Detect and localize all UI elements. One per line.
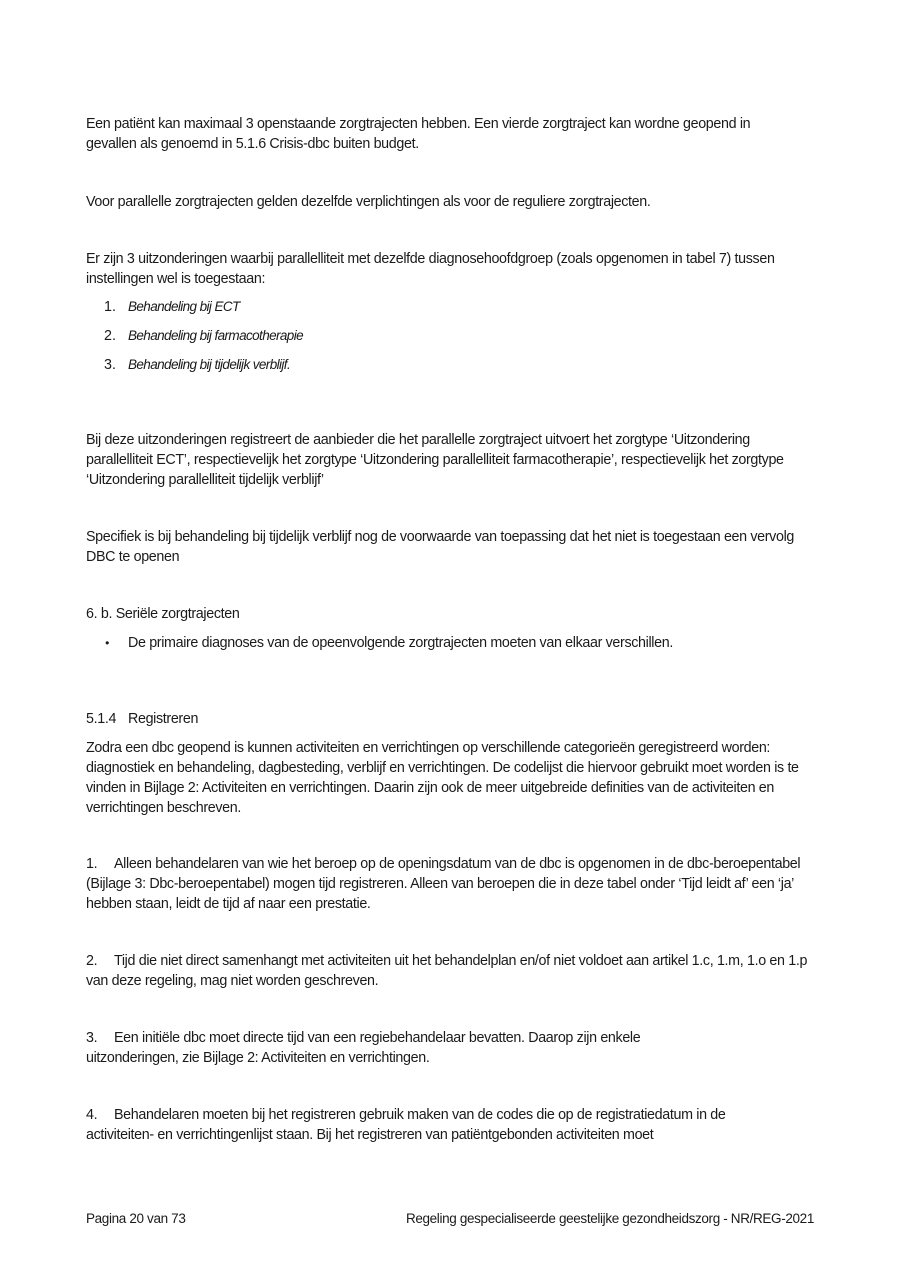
paragraph-parallel-obligations: Voor parallelle zorgtrajecten gelden dezelfde verplichtingen als voor de reguliere zorgtrajecten. bbox=[86, 194, 651, 210]
numbered-paragraph bbox=[86, 1028, 736, 1068]
footer-document-title: Regeling gespecialiseerde geestelijke gezondheidszorg - NR/REG-2021 bbox=[405, 1211, 814, 1226]
paragraph-text: Een initiële dbc moet directe tijd van een regiebehandelaar bevatten. Daarop zijn enkele uitzonderingen, zie Bijlage 2: Activiteiten en verrichtingen. bbox=[86, 1030, 641, 1066]
exception-number: 2. bbox=[104, 328, 116, 344]
paragraph-exception-registration: Bij deze uitzonderingen registreert de aanbieder die het parallelle zorgtraject uitvoert het zorgtype ‘Uitzondering parallelliteit ECT’, respectievelijk het zorgtype ‘Uitzondering parallelliteit farmacotherapie’, respectievelijk het zorgtype ‘Uitzondering parallelliteit tijdelijk verblijf’ bbox=[86, 432, 784, 488]
exception-text: Behandeling bij tijdelijk verblijf. bbox=[128, 357, 291, 372]
exception-number: 3. bbox=[104, 357, 116, 373]
subheading-serial-trajects: 6. b. Seriële zorgtrajecten bbox=[86, 606, 240, 622]
paragraph-text: Tijd die niet direct samenhangt met activiteiten uit het behandelplan en/of niet voldoet aan artikel 1.c, 1.m, 1.o en 1.p van deze regeling, mag niet worden geschreven. bbox=[86, 953, 808, 989]
exception-number: 1. bbox=[104, 299, 116, 315]
bullet-text: De primaire diagnoses van de opeenvolgende zorgtrajecten moeten van elkaar verschillen. bbox=[128, 635, 673, 651]
paragraph-max-trajects: Een patiënt kan maximaal 3 openstaande zorgtrajecten hebben. Een vierde zorgtraject kan wordne geopend in gevallen als genoemd in 5.1.6 Crisis-dbc buiten budget. bbox=[86, 116, 751, 152]
numbered-paragraph bbox=[86, 951, 816, 991]
paragraph-number: 4. bbox=[86, 1107, 98, 1123]
paragraph-temporary-stay: Specifiek is bij behandeling bij tijdelijk verblijf nog de voorwaarde van toepassing dat het niet is toegestaan een vervolg DBC te openen bbox=[86, 529, 795, 565]
exception-text: Behandeling bij ECT bbox=[128, 299, 240, 314]
bullet-icon: • bbox=[105, 636, 109, 650]
exception-item bbox=[104, 297, 240, 317]
paragraph-text: Behandelaren moeten bij het registreren gebruik maken van de codes die op de registratiedatum in de activiteiten- en verrichtingenlijst staan. Bij het registreren van patiëntgebonden activiteiten moet bbox=[86, 1107, 726, 1143]
serial-bullet-item bbox=[86, 633, 673, 653]
section-number: 5.1.4 bbox=[86, 711, 117, 727]
section-heading bbox=[86, 709, 816, 729]
paragraph-number: 3. bbox=[86, 1030, 98, 1046]
footer-page-number: Pagina 20 van 73 bbox=[86, 1211, 186, 1226]
section-title: Registreren bbox=[128, 711, 199, 727]
exception-item bbox=[104, 355, 290, 375]
numbered-paragraph bbox=[86, 854, 816, 914]
numbered-paragraph bbox=[86, 1105, 786, 1145]
paragraph-registration-intro: Zodra een dbc geopend is kunnen activiteiten en verrichtingen op verschillende categorieën geregistreerd worden: diagnostiek en behandeling, dagbesteding, verblijf en verrichtingen. De codelijst die hiervoor gebruikt moet worden is te vinden in Bijlage 2: Activiteiten en verrichtingen. Daarin zijn ook de meer uitgebreide definities van de activiteiten en verrichtingen beschreven. bbox=[86, 740, 799, 816]
exception-item bbox=[104, 326, 303, 346]
exception-text: Behandeling bij farmacotherapie bbox=[128, 328, 304, 343]
paragraph-exceptions-intro: Er zijn 3 uitzonderingen waarbij parallelliteit met dezelfde diagnosehoofdgroep (zoals opgenomen in tabel 7) tussen instellingen wel is toegestaan: bbox=[86, 251, 775, 287]
paragraph-text: Alleen behandelaren van wie het beroep op de openingsdatum van de dbc is opgenomen in de dbc-beroepentabel (Bijlage 3: Dbc-beroepentabel) mogen tijd registreren. Alleen van beroepen die in deze tabel onder ‘Tijd leidt af’ een ‘ja’ hebben staan, leidt de tijd af naar een prestatie. bbox=[86, 856, 801, 912]
paragraph-number: 2. bbox=[86, 953, 98, 969]
paragraph-number: 1. bbox=[86, 856, 98, 872]
